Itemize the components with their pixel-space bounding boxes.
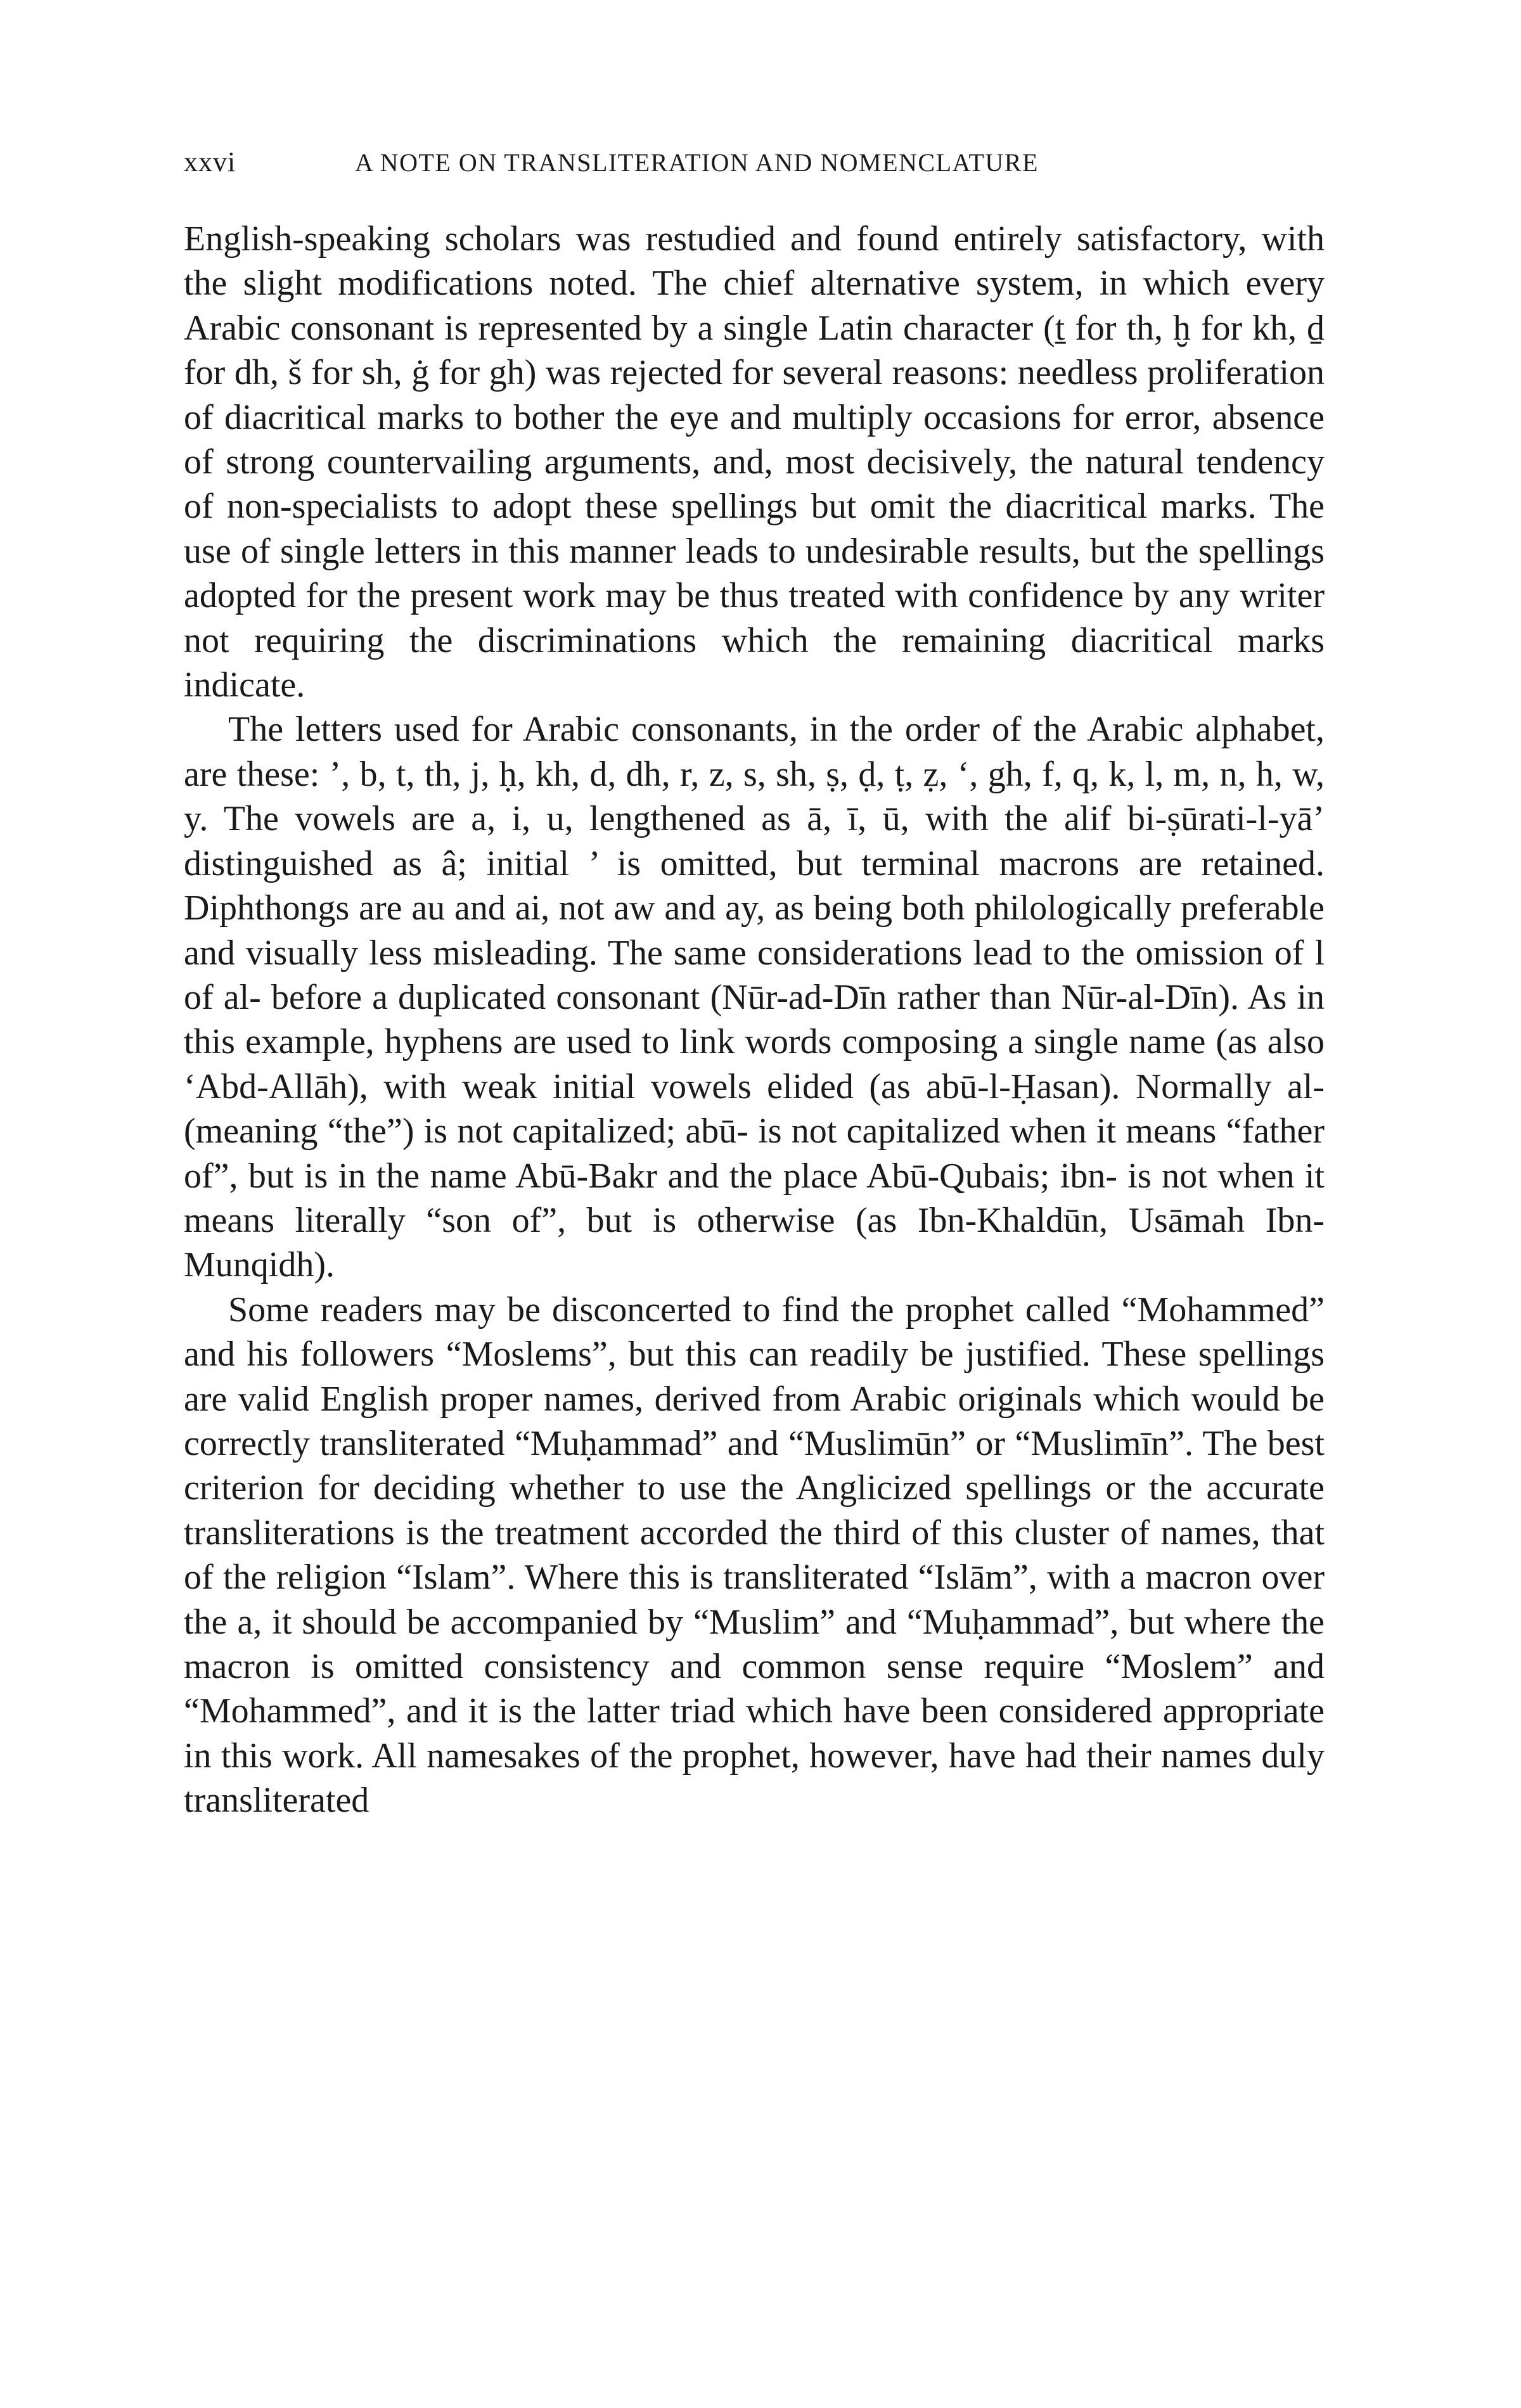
running-head-title: A NOTE ON TRANSLITERATION AND NOMENCLATURE	[355, 148, 1039, 177]
body-text	[184, 217, 1325, 1823]
paragraph-mohammed: Some readers may be disconcerted to find the prophet called “Mohammed” and his followers “Moslems”, but this can readily be justified. These spellings are valid English proper names, derived from Arabic originals which would be correctly transliterated “Muḥammad” and “Muslimūn” or “Muslimīn”. The best criterion for deciding whether to use the Anglicized spellings or the accurate transliterations is the treatment accorded the third of this cluster of names, that of the religion “Islam”. Where this is transliterated “Islām”, with a macron over the a, it should be accompanied by “Muslim” and “Muḥammad”, but where the macron is omitted consistency and common sense require “Moslem” and “Mohammed”, and it is the latter triad which have been considered appropriate in this work. All namesakes of the prophet, however, have had their names duly transliterated	[184, 1290, 1325, 1821]
paragraph-continuation: English-speaking scholars was restudied and found entirely satisfactory, with the slight modifications noted. The chief alternative system, in which every Arabic consonant is represented by a single Latin character (ṯ for th, ḫ for kh, ḏ for dh, š for sh, ġ for gh) was rejected for several reasons: needless proliferation of diacritical marks to bother the eye and multiply occasions for error, absence of strong countervailing arguments, and, most decisively, the natural tendency of non-specialists to adopt these spellings but omit the diacritical marks. The use of single letters in this manner leads to undesirable results, but the spellings adopted for the present work may be thus treated with confidence by any writer not requiring the discriminations which the remaining diacritical marks indicate.	[184, 219, 1325, 705]
running-head	[184, 146, 1325, 186]
page-number: xxvi	[184, 146, 236, 177]
book-page	[184, 146, 1325, 1823]
paragraph-consonants: The letters used for Arabic consonants, in the order of the Arabic alphabet, are these: ’, b, t, th, j, ḥ, kh, d, dh, r, z, s, sh, ṣ, ḍ, ṭ, ẓ, ‘, gh, f, q, k, l, m, n, h, w, y. The vowels are a, i, u, lengthened as ā, ī, ū, with the alif bi-ṣūrati-l-yā’ distinguished as â; initial ’ is omitted, but terminal macrons are retained. Diphthongs are au and ai, not aw and ay, as being both philologically preferable and visually less misleading. The same considerations lead to the omission of l of al- before a duplicated consonant (Nūr-ad-Dīn rather than Nūr-al-Dīn). As in this example, hyphens are used to link words composing a single name (as also ‘Abd-Allāh), with weak initial vowels elided (as abū-l-Ḥasan). Normally al- (meaning “the”) is not capitalized; abū- is not capitalized when it means “father of”, but is in the name Abū-Bakr and the place Abū-Qubais; ibn- is not when it means literally “son of”, but is otherwise (as Ibn-Khaldūn, Usāmah Ibn-Munqidh).	[184, 710, 1325, 1285]
